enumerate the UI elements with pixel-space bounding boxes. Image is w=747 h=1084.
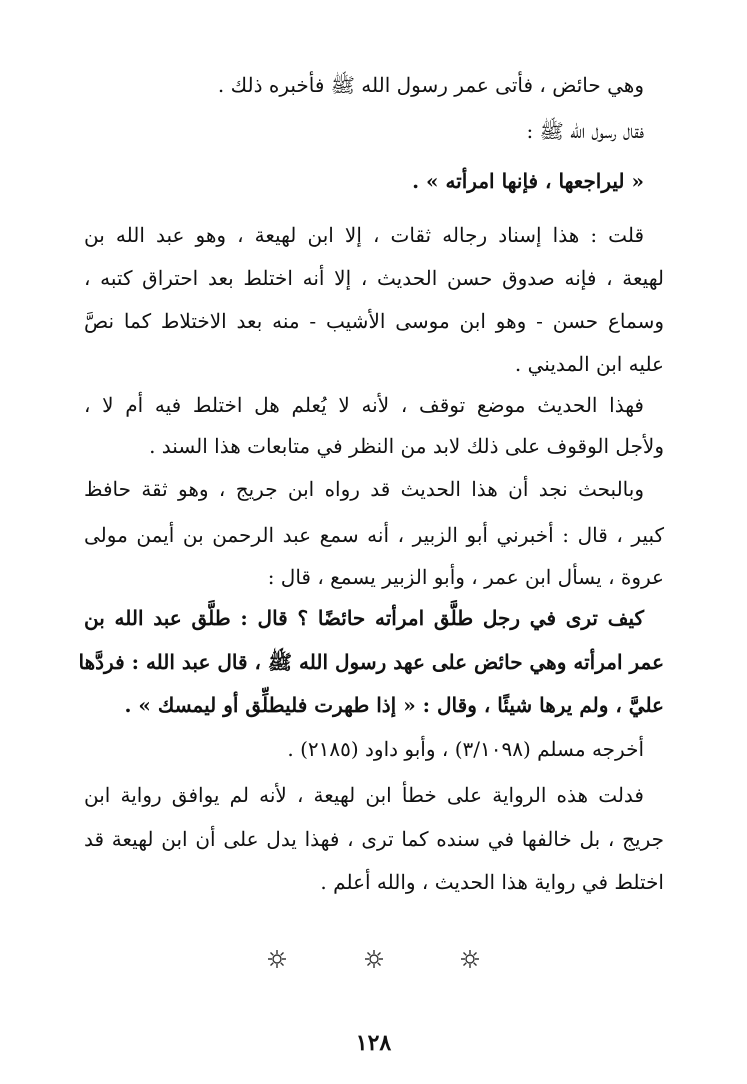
hadith-text: عليَّ ، ولم يرها شيئًا ، وقال : « إذا طهرت فليطلِّق أو ليمسك » .: [124, 693, 664, 717]
text-line: فدلت هذه الرواية على خطأ ابن لهيعة ، لأنه لم يوافق رواية ابن: [84, 783, 644, 807]
text-line: لهيعة ، فإنه صدوق حسن الحديث ، إلا أنه اختلط بعد احتراق كتبه ،: [84, 266, 664, 290]
text-line: ولأجل الوقوف على ذلك لابد من النظر في متابعات هذا السند .: [149, 434, 664, 458]
text-line: وهي حائض ، فأتى عمر رسول الله ﷺ فأخبره ذلك .: [217, 73, 644, 97]
flower-ornament-icon: [265, 948, 289, 972]
page-number: ١٢٨: [355, 1030, 392, 1056]
hadith-quote: « ليراجعها ، فإنها امرأته » .: [412, 169, 644, 193]
text-line: فهذا الحديث موضع توقف ، لأنه لا يُعلم هل اختلط فيه أم لا ،: [84, 393, 644, 417]
flower-ornament-icon: [362, 948, 386, 972]
text-line: فقال رسول الله ﷺ :: [526, 119, 644, 143]
section-divider: [0, 948, 747, 975]
text-line: جريج ، بل خالفها في سنده كما ترى ، فهذا يدل على أن ابن لهيعة قد: [84, 827, 664, 851]
text-line: قلت : هذا إسناد رجاله ثقات ، إلا ابن لهيعة ، وهو عبد الله بن: [84, 223, 644, 247]
text-line: وسماع حسن - وهو ابن موسى الأشيب - منه بعد الاختلاط كما نصَّ: [84, 309, 664, 333]
text-line: كبير ، قال : أخبرني أبو الزبير ، أنه سمع عبد الرحمن بن أيمن مولى: [84, 523, 664, 547]
text-line: وبالبحث نجد أن هذا الحديث قد رواه ابن جريج ، وهو ثقة حافظ: [84, 477, 644, 501]
text-line: عليه ابن المديني .: [514, 352, 664, 376]
hadith-text: كيف ترى في رجل طلَّق امرأته حائضًا ؟ قال : طلَّق عبد الله بن: [84, 606, 644, 630]
hadith-text: عمر امرأته وهي حائض على عهد رسول الله ﷺ ، قال عبد الله : فردَّها: [78, 650, 664, 674]
citation-line: أخرجه مسلم (٣/١٠٩٨) ، وأبو داود (٢١٨٥) .: [287, 737, 644, 761]
text-line: اختلط في رواية هذا الحديث ، والله أعلم .: [320, 870, 664, 894]
flower-ornament-icon: [458, 948, 482, 972]
text-line: عروة ، يسأل ابن عمر ، وأبو الزبير يسمع ، قال :: [267, 565, 664, 589]
